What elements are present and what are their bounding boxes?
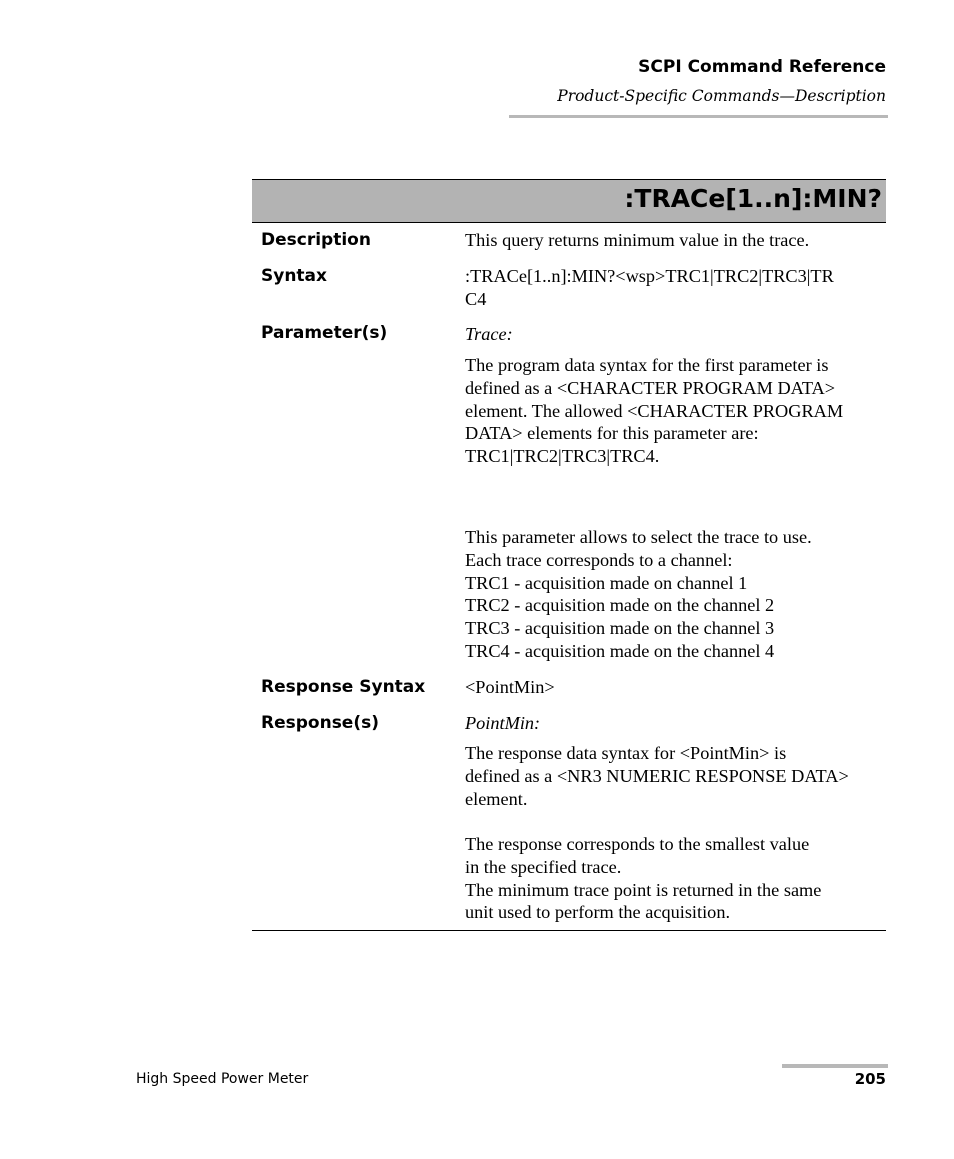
syntax-line: :TRACe[1..n]:MIN?<wsp>TRC1|TRC2|TRC3|TR xyxy=(465,266,834,286)
parameter-name-text: Trace: xyxy=(465,324,513,344)
paragraph-line: DATA> elements for this parameter are: xyxy=(465,423,759,444)
syntax-label: Syntax xyxy=(261,266,327,286)
paragraph-line: in the specified trace. xyxy=(465,856,622,877)
paragraph-line: unit used to perform the acquisition. xyxy=(465,902,731,923)
description-line: This query returns minimum value in the trace. xyxy=(465,230,810,250)
paragraph-line: Each trace corresponds to a channel: xyxy=(465,549,733,570)
paragraph-line: TRC4 - acquisition made on the channel 4 xyxy=(465,640,775,661)
paragraph-line: This parameter allows to select the trace to use. xyxy=(465,527,812,547)
paragraph-line: TRC3 - acquisition made on the channel 3 xyxy=(465,618,775,639)
paragraph-line: The minimum trace point is returned in the same xyxy=(465,879,822,900)
paragraph-line: TRC2 - acquisition made on the channel 2 xyxy=(465,595,775,616)
response-syntax-paragraph xyxy=(465,742,885,810)
paragraph-line: element. xyxy=(465,788,528,809)
response-name xyxy=(465,712,885,735)
response-syntax-line: <PointMin> xyxy=(465,677,555,697)
paragraph-line: element. The allowed <CHARACTER PROGRAM xyxy=(465,400,844,421)
response-syntax-text xyxy=(465,676,885,699)
parameter-syntax-paragraph xyxy=(465,354,885,468)
description-text xyxy=(465,229,885,252)
parameter-description-paragraph xyxy=(465,526,885,663)
header-title: SCPI Command Reference xyxy=(638,57,886,77)
paragraph-line: TRC1 - acquisition made on channel 1 xyxy=(465,572,748,593)
paragraph-line: The response data syntax for <PointMin> is xyxy=(465,743,787,763)
command-title: :TRACe[1..n]:MIN? xyxy=(624,184,882,213)
paragraph-line: defined as a <CHARACTER PROGRAM DATA> xyxy=(465,377,836,398)
paragraph-line: defined as a <NR3 NUMERIC RESPONSE DATA> xyxy=(465,765,849,786)
paragraph-line: The program data syntax for the first parameter is xyxy=(465,355,829,375)
header-subtitle: Product-Specific Commands—Description xyxy=(557,87,886,105)
command-title-bar xyxy=(252,179,886,223)
syntax-line: C4 xyxy=(465,288,487,309)
header-divider xyxy=(509,115,888,118)
paragraph-line: TRC1|TRC2|TRC3|TRC4. xyxy=(465,446,660,467)
response-syntax-label: Response Syntax xyxy=(261,677,426,697)
description-label: Description xyxy=(261,230,371,250)
responses-label: Response(s) xyxy=(261,713,379,733)
page-number: 205 xyxy=(854,1070,886,1088)
parameters-label: Parameter(s) xyxy=(261,323,388,343)
parameter-name xyxy=(465,323,885,346)
table-bottom-rule xyxy=(252,930,886,931)
response-description-paragraph xyxy=(465,833,885,924)
response-name-text: PointMin: xyxy=(465,713,541,733)
footer-divider xyxy=(782,1064,888,1068)
footer-product-name: High Speed Power Meter xyxy=(136,1071,309,1087)
syntax-text xyxy=(465,265,885,311)
paragraph-line: The response corresponds to the smallest value xyxy=(465,834,810,854)
